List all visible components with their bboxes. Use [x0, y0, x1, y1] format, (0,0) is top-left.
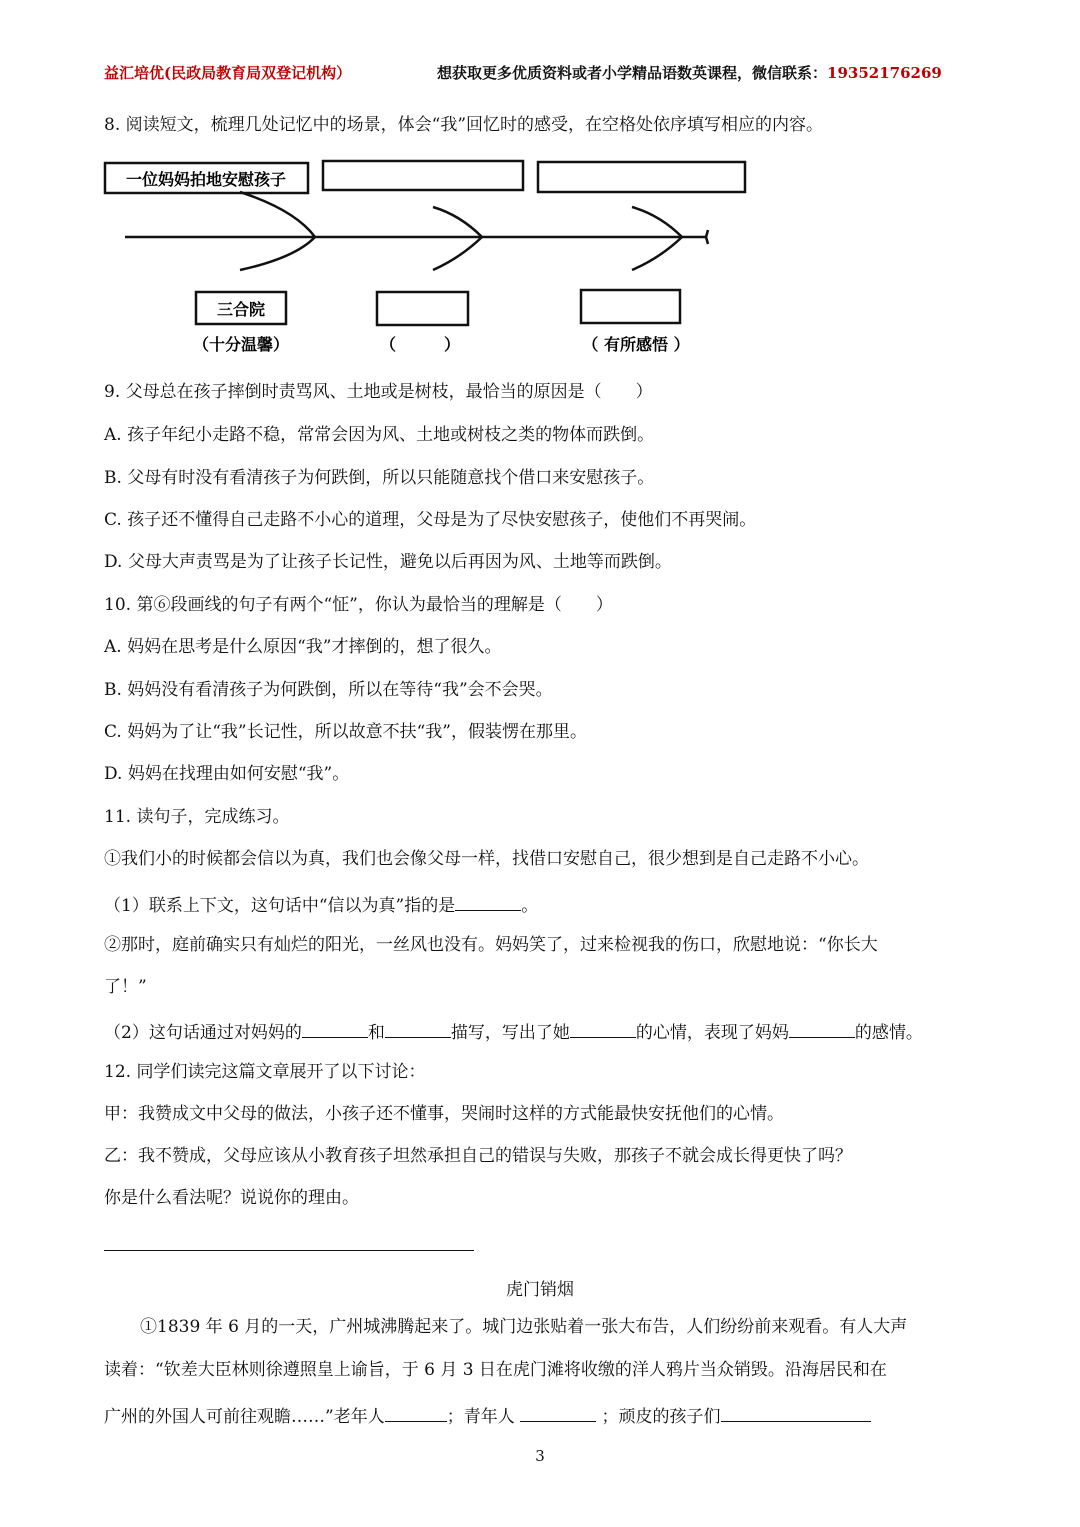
passage-line-3 [104, 1403, 871, 1427]
diagram-box-place2-blank [377, 292, 468, 325]
q10-option-c: C. 妈妈为了让“我”长记性，所以故意不扶“我”，假装愣在那里。 [104, 722, 587, 742]
q11-part-2-blank-4[interactable] [789, 1019, 855, 1038]
q9-option-c: C. 孩子还不懂得自己走路不小心的道理，父母是为了尽快安慰孩子，使他们不再哭闹。 [104, 510, 757, 530]
q11-part-1-text: （1）联系上下文，这句话中“信以为真”指的是 [104, 895, 456, 916]
q11-sentence-1: ①我们小的时候都会信以为真，我们也会像父母一样，找借口安慰自己，很少想到是自己走路不小心。 [104, 849, 869, 869]
q11-part-2-blank-1[interactable] [302, 1019, 368, 1038]
diagram-feeling1: （十分温馨） [192, 335, 290, 354]
q10-option-b: B. 妈妈没有看清孩子为何跌倒，所以在等待“我”会不会哭。 [104, 680, 553, 700]
passage-title: 虎门销烟 [506, 1280, 574, 1300]
passage-line-3-text-3: ；顽皮的孩子们 [601, 1406, 721, 1427]
diagram-chevron-2-bottom [433, 237, 482, 270]
section-separator [104, 1250, 474, 1251]
diagram-chevron-2-top [433, 207, 482, 237]
q8-fishbone-diagram [100, 150, 760, 365]
passage-line-3-text-2: ；青年人 [446, 1406, 515, 1427]
passage-blank-children[interactable] [721, 1403, 871, 1422]
q11-stem: 11. 读句子，完成练习。 [104, 807, 290, 827]
diagram-chevron-1-bottom [240, 237, 315, 270]
q11-part-2 [104, 1019, 923, 1043]
passage-blank-elderly[interactable] [385, 1403, 447, 1422]
q11-sentence-2b: 了！” [104, 977, 147, 997]
page-number: 3 [535, 1447, 545, 1465]
q12-question: 你是什么看法呢？说说你的理由。 [104, 1188, 359, 1208]
diagram-box-scene3-blank [538, 162, 745, 192]
q11-part-2-text-2: 和 [367, 1022, 385, 1043]
header-institution: 益汇培优(民政局教育局双登记机构） [104, 64, 352, 82]
q11-sentence-2a: ②那时，庭前确实只有灿烂的阳光，一丝风也没有。妈妈笑了，过来检视我的伤口，欣慰地说：“你长大 [104, 935, 878, 955]
q9-option-a: A. 孩子年纪小走路不稳，常常会因为风、土地或树枝之类的物体而跌倒。 [104, 425, 655, 445]
q9-option-b: B. 父母有时没有看清孩子为何跌倒，所以只能随意找个借口来安慰孩子。 [104, 468, 655, 488]
diagram-chevron-3-top [632, 207, 682, 237]
header-phone: 19352176269 [827, 64, 942, 82]
q11-part-2-text-3: 描写，写出了她 [450, 1022, 570, 1043]
q8-stem: 8. 阅读短文，梳理几处记忆中的场景，体会“我”回忆时的感受，在空格处依序填写相应的内容。 [104, 115, 824, 135]
q11-part-2-text-1: （2）这句话通过对妈妈的 [104, 1022, 302, 1043]
header-contact [437, 62, 942, 83]
diagram-box-place1-label: 三合院 [216, 300, 266, 319]
q9-option-d: D. 父母大声责骂是为了让孩子长记性，避免以后再因为风、土地等而跌倒。 [104, 552, 672, 572]
q12-stem: 12. 同学们读完这篇文章展开了以下讨论： [104, 1062, 426, 1082]
passage-line-2: 读着：“钦差大臣林则徐遵照皇上谕旨，于 6 月 3 日在虎门滩将收缴的洋人鸦片当众销毁。沿海居民和在 [104, 1360, 887, 1380]
q10-option-d: D. 妈妈在找理由如何安慰“我”。 [104, 764, 350, 784]
q11-part-1-blank[interactable] [455, 892, 521, 911]
q11-part-2-text-4: 的心情，表现了妈妈 [635, 1022, 789, 1043]
passage-blank-youth[interactable] [520, 1403, 596, 1422]
q9-stem: 9. 父母总在孩子摔倒时责骂风、土地或是树枝，最恰当的原因是（ ） [104, 382, 653, 402]
diagram-feeling2: （ ） [379, 335, 461, 354]
q10-option-a: A. 妈妈在思考是什么原因“我”才摔倒的，想了很久。 [104, 637, 502, 657]
diagram-chevron-1-top [240, 192, 315, 237]
q10-stem: 10. 第⑥段画线的句子有两个“怔”，你认为最恰当的理解是（ ） [104, 595, 613, 615]
diagram-box-scene2-blank [323, 161, 523, 190]
q12-student-yi: 乙：我不赞成，父母应该从小教育孩子坦然承担自己的错误与失败，那孩子不就会成长得更快了吗？ [104, 1146, 852, 1166]
q11-part-1-end: 。 [521, 895, 539, 916]
q11-part-1 [104, 892, 538, 916]
diagram-box-scene1-label: 一位妈妈拍地安慰孩子 [125, 170, 287, 189]
q11-part-2-blank-2[interactable] [385, 1019, 451, 1038]
q12-student-jia: 甲：我赞成文中父母的做法，小孩子还不懂事，哭闹时这样的方式能最快安抚他们的心情。 [104, 1104, 784, 1124]
diagram-chevron-3-bottom [632, 237, 682, 270]
diagram-box-place3-blank [581, 290, 680, 323]
q11-part-2-blank-3[interactable] [570, 1019, 636, 1038]
diagram-feeling3: （ 有所感悟 ） [582, 335, 690, 354]
header-contact-text: 想获取更多优质资料或者小学精品语数英课程，微信联系： [437, 64, 828, 82]
passage-line-3-text-1: 广州的外国人可前往观瞻……”老年人 [104, 1406, 385, 1427]
q11-part-2-text-5: 的感情。 [854, 1022, 923, 1043]
passage-line-1: ①1839 年 6 月的一天，广州城沸腾起来了。城门边张贴着一张大布告，人们纷纷前来观看。有人大声 [140, 1317, 908, 1337]
